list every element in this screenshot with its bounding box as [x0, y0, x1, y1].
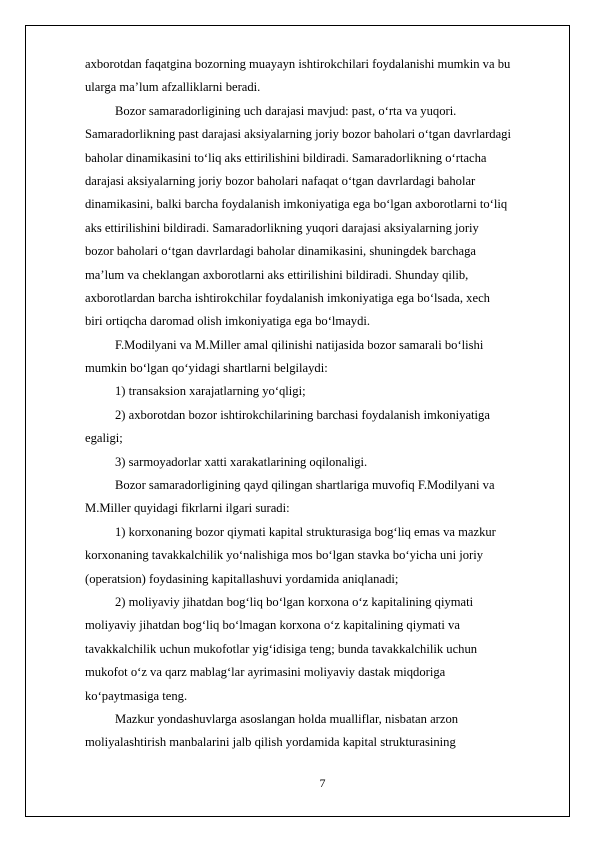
text-line: 2) moliyaviy jihatdan bog‘liq bo‘lgan korxona o‘z kapitalining qiymati	[115, 594, 474, 609]
text-line: aks ettirilishini bildiradi. Samaradorlikning yuqori darajasi aksiyalarning joriy	[85, 220, 479, 235]
page-number: 7	[319, 776, 326, 790]
text-line: F.Modilyani va M.Miller amal qilinishi natijasida bozor samarali bo‘lishi	[115, 337, 484, 352]
text-line: egaligi;	[85, 431, 123, 446]
text-line: ularga ma’lum afzalliklarni beradi.	[85, 80, 261, 95]
text-line: baholar dinamikasini to‘liq aks ettirilishini bildiradi. Samaradorlikning o‘rtacha	[85, 150, 487, 165]
text-line: (operatsion) foydasining kapitallashuvi yordamida aniqlanadi;	[85, 571, 399, 586]
text-line: moliyalashtirish manbalarini jalb qilish yordamida kapital strukturasining	[85, 735, 456, 750]
text-line: tavakkalchilik uchun mukofotlar yig‘idisiga teng; bunda tavakkalchilik uchun	[85, 641, 478, 656]
text-line: Bozor samaradorligining qayd qilingan shartlariga muvofiq F.Modilyani va	[115, 478, 495, 493]
text-line: mumkin bo‘lgan qo‘yidagi shartlarni belgilaydi:	[85, 361, 328, 376]
text-line: moliyaviy jihatdan bog‘liq bo‘lmagan korxona o‘z kapitalining qiymati va	[85, 618, 460, 633]
text-line: 2) axborotdan bozor ishtirokchilarining barchasi foydalanish imkoniyatiga	[115, 407, 490, 422]
text-line: bozor baholari o‘tgan davrlardagi baholar dinamikasini, shuningdek barchaga	[85, 244, 476, 259]
text-line: 1) transaksion xarajatlarning yo‘qligi;	[115, 384, 306, 399]
text-line: ma’lum va cheklangan axborotlarni aks ettirilishini bildiradi. Shunday qilib,	[85, 267, 469, 282]
text-line: Bozor samaradorligining uch darajasi mavjud: past, o‘rta va yuqori.	[115, 103, 457, 118]
text-line: mukofot o‘z va qarz mablag‘lar ayrimasini moliyaviy dastak miqdoriga	[85, 665, 446, 680]
text-line: axborotdan faqatgina bozorning muayayn ishtirokchilari foydalanishi mumkin va bu	[85, 57, 511, 71]
text-line: axborotlardan barcha ishtirokchilar foydalanish imkoniyatiga ega bo‘lsada, xech	[85, 290, 490, 305]
text-line: 1) korxonaning bozor qiymati kapital strukturasiga bog‘liq emas va mazkur	[115, 524, 496, 539]
text-line: 3) sarmoyadorlar xatti xarakatlarining oqilonaligi.	[115, 454, 368, 469]
text-line: Samaradorlikning past darajasi aksiyalarning joriy bozor baholari o‘tgan davrlardagi	[85, 127, 511, 142]
text-line: biri ortiqcha daromad olish imkoniyatiga ega bo‘lmaydi.	[85, 314, 371, 329]
text-line: dinamikasini, balki barcha foydalanish imkoniyatiga ega bo‘lgan axborotlarni to‘liq	[85, 197, 508, 212]
text-line: korxonaning tavakkalchilik yo‘nalishiga mos bo‘lgan stavka bo‘yicha uni joriy	[85, 548, 484, 563]
document-body	[85, 53, 563, 755]
text-line: M.Miller quyidagi fikrlarni ilgari suradi:	[85, 501, 290, 516]
text-line: darajasi aksiyalarning joriy bozor baholari nafaqat o‘tgan davrlardagi baholar	[85, 173, 476, 188]
text-line: Mazkur yondashuvlarga asoslangan holda mualliflar, nisbatan arzon	[115, 711, 459, 726]
text-line: ko‘paytmasiga teng.	[85, 688, 188, 703]
